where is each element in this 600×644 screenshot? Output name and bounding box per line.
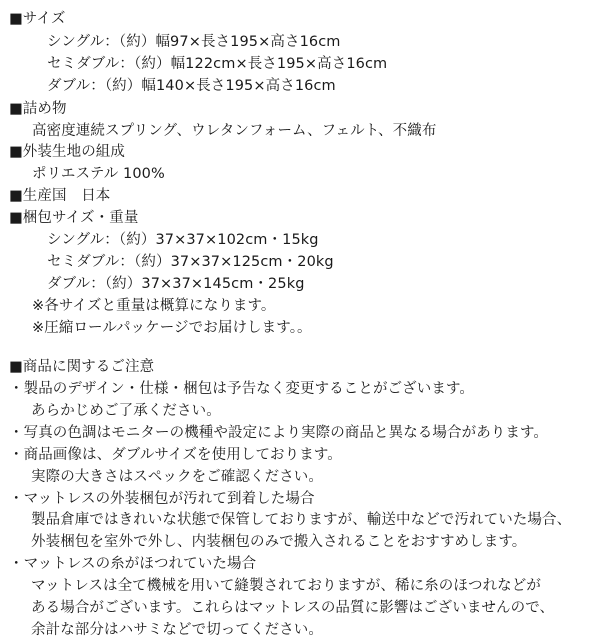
size-single: シングル：（約）幅97×長さ195×高さ16cm — [47, 33, 341, 50]
note-5-line-3: ある場合がございます。これらはマットレスの品質に影響はございませんので、 — [31, 600, 555, 617]
note-5-line-4: 余計な部分はハサミなどで切ってください。 — [31, 622, 323, 638]
note-1-line-2: あらかじめご了承ください。 — [31, 402, 221, 419]
note-4-line-1: ・マットレスの外装梱包が汚れて到着した場合 — [9, 490, 315, 507]
package-single: シングル：（約）37×37×102cm・15kg — [47, 232, 319, 249]
package-note-2: ※圧縮ロールパッケージでお届けします。。 — [32, 319, 312, 336]
note-3-line-1: ・商品画像は、ダブルサイズを使用しております。 — [9, 446, 342, 463]
package-heading: ■梱包サイズ・重量 — [9, 210, 139, 227]
filling-heading: ■詰め物 — [9, 100, 67, 117]
size-semi-double: セミダブル：（約）幅122cm×長さ195×高さ16cm — [47, 55, 388, 72]
note-1-line-1: ・製品のデザイン・仕様・梱包は予告なく変更することがございます。 — [9, 380, 475, 397]
package-double: ダブル：（約）37×37×145cm・25kg — [47, 276, 305, 292]
note-3-line-2: 実際の大きさはスペックをご確認ください。 — [31, 468, 323, 485]
filling-text: 高密度連続スプリング、ウレタンフォーム、フェルト、不織布 — [32, 122, 437, 139]
note-4-line-3: 外装梱包を室外で外し、内装梱包のみで搬入されることをおすすめします。 — [31, 534, 527, 551]
package-note-1: ※各サイズと重量は概算になります。 — [32, 297, 276, 314]
package-semi-double: セミダブル：（約）37×37×125cm・20kg — [47, 254, 334, 271]
cover-heading: ■外装生地の組成 — [9, 144, 125, 161]
note-2-line-1: ・写真の色調はモニターの機種や設定により実際の商品と異なる場合があります。 — [9, 424, 549, 441]
note-5-line-1: ・マットレスの糸がほつれていた場合 — [9, 556, 257, 573]
notes-heading: ■商品に関するご注意 — [9, 358, 155, 375]
note-4-line-2: 製品倉庫ではきれいな状態で保管しておりますが、輸送中などで汚れていた場合、 — [31, 512, 572, 529]
cover-text: ポリエステル 100% — [32, 166, 165, 183]
origin-line: ■生産国 日本 — [9, 188, 111, 205]
note-5-line-2: マットレスは全て機械を用いて縫製されておりますが、稀に糸のほつれなどが — [31, 578, 541, 595]
size-double: ダブル：（約）幅140×長さ195×高さ16cm — [47, 77, 336, 94]
size-heading: ■サイズ — [9, 11, 66, 27]
